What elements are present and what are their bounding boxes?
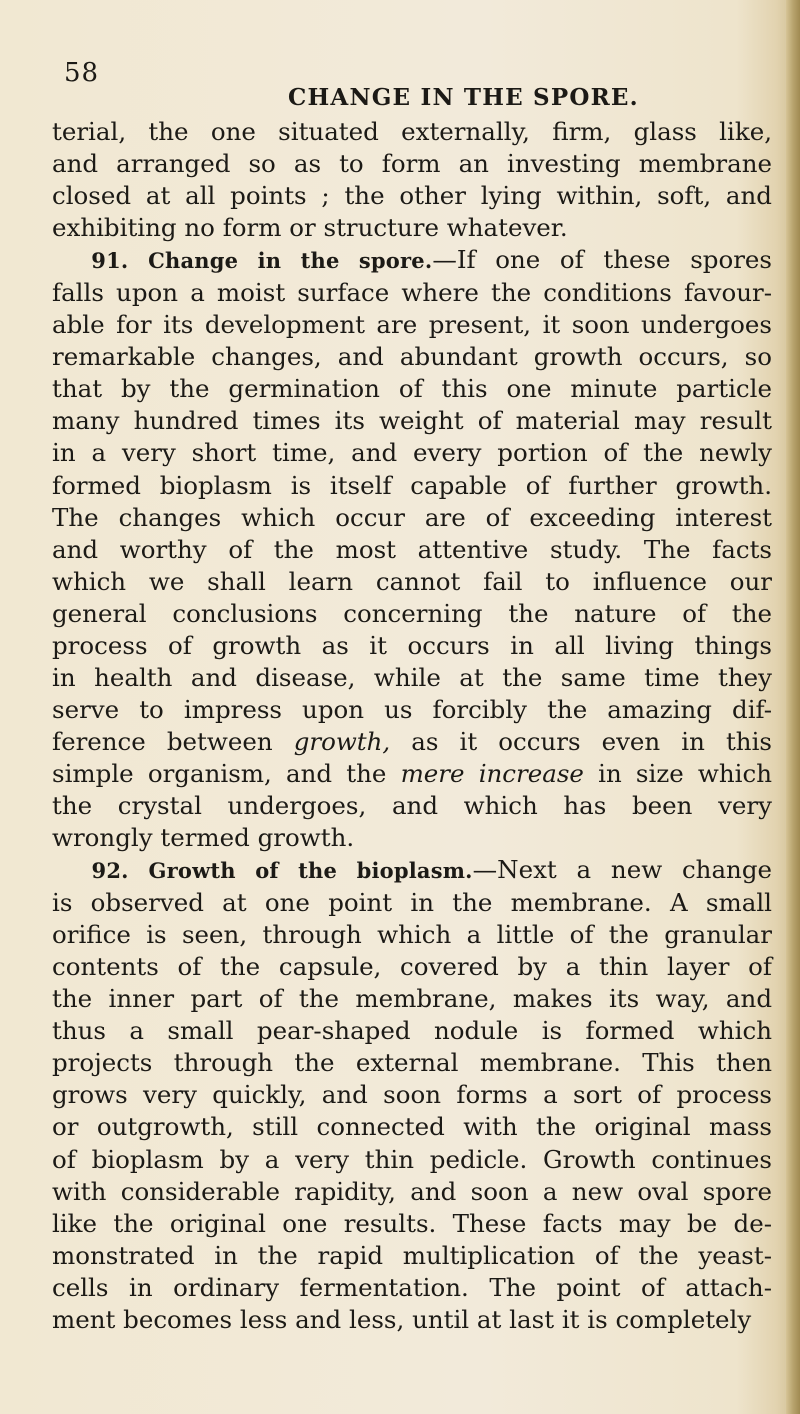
text-line: able for its development are present, it soon undergoes — [52, 310, 772, 340]
text-run: ference between — [52, 726, 294, 756]
page-number: 58 — [64, 58, 100, 88]
text-line: exhibiting no form or structure whatever. — [52, 213, 568, 243]
text-line: the crystal undergoes, and which has been very — [52, 790, 772, 820]
text-line: orifice is seen, through which a little of the granular — [52, 920, 772, 950]
text-line: of bioplasm by a very thin pedicle. Growth continues — [52, 1144, 772, 1174]
text-line: contents of the capsule, covered by a thin layer of — [52, 952, 772, 982]
text-line: or outgrowth, still connected with the original mass — [52, 1112, 772, 1142]
text-line: which we shall learn cannot fail to influence our — [52, 566, 772, 596]
paragraph-92-first-line — [52, 854, 772, 887]
text-line: serve to impress upon us forcibly the amazing dif- — [52, 694, 772, 724]
text-line: remarkable changes, and abundant growth occurs, so — [52, 342, 772, 372]
text-line: that by the germination of this one minute particle — [52, 374, 772, 404]
text-line: ment becomes less and less, until at last it is completely — [52, 1304, 752, 1334]
text-line: the inner part of the membrane, makes its way, and — [52, 984, 772, 1014]
text-line: general conclusions concerning the nature of the — [52, 598, 772, 628]
section-number: 91. — [91, 248, 129, 274]
italic-text: mere increase — [400, 758, 584, 788]
body-text — [52, 116, 772, 1336]
text-line: terial, the one situated externally, firm, glass like, — [52, 117, 772, 146]
text-line: monstrated in the rapid multiplication of the yeast- — [52, 1240, 772, 1270]
text-line: cells in ordinary fermentation. The point of attach- — [52, 1272, 772, 1302]
text-line — [52, 758, 772, 790]
text-line: thus a small pear-shaped nodule is formed which — [52, 1016, 772, 1046]
text-line: falls upon a moist surface where the conditions favour- — [52, 278, 772, 308]
text-run: as it occurs even in this — [390, 726, 772, 756]
text-line: formed bioplasm is itself capable of further growth. — [52, 470, 772, 500]
text-run: —If one of these spores — [432, 245, 772, 275]
text-run: simple organism, and the — [52, 758, 401, 788]
text-line: is observed at one point in the membrane. A small — [52, 888, 772, 918]
italic-text: growth, — [293, 726, 391, 756]
text-line: with considerable rapidity, and soon a new oval spore — [52, 1176, 772, 1206]
text-line: grows very quickly, and soon forms a sort of process — [52, 1080, 772, 1110]
section-heading: Change in the spore. — [148, 248, 433, 274]
text-line: in a very short time, and every portion of the newly — [52, 438, 772, 468]
text-run: —Next a new change — [472, 855, 773, 885]
text-line: like the original one results. These facts may be de- — [52, 1208, 772, 1238]
text-line: wrongly termed growth. — [52, 823, 355, 853]
page-edge — [786, 0, 800, 1414]
text-line: and arranged so as to form an investing membrane — [52, 149, 772, 179]
text-line: projects through the external membrane. This then — [52, 1048, 772, 1078]
section-heading: Growth of the bioplasm. — [148, 858, 473, 884]
text-line: The changes which occur are of exceeding interest — [52, 502, 772, 532]
section-number: 92. — [91, 858, 129, 884]
text-run: in size which — [583, 758, 772, 788]
text-line: closed at all points ; the other lying within, soft, and — [52, 181, 772, 211]
paragraph-91-first-line — [52, 244, 772, 277]
text-line — [52, 726, 772, 758]
text-line: process of growth as it occurs in all living things — [52, 630, 772, 660]
running-head: CHANGE IN THE SPORE. — [288, 84, 639, 111]
text-line: and worthy of the most attentive study. The facts — [52, 534, 772, 564]
text-line: many hundred times its weight of material may result — [52, 406, 772, 436]
text-line: in health and disease, while at the same time they — [52, 662, 772, 692]
